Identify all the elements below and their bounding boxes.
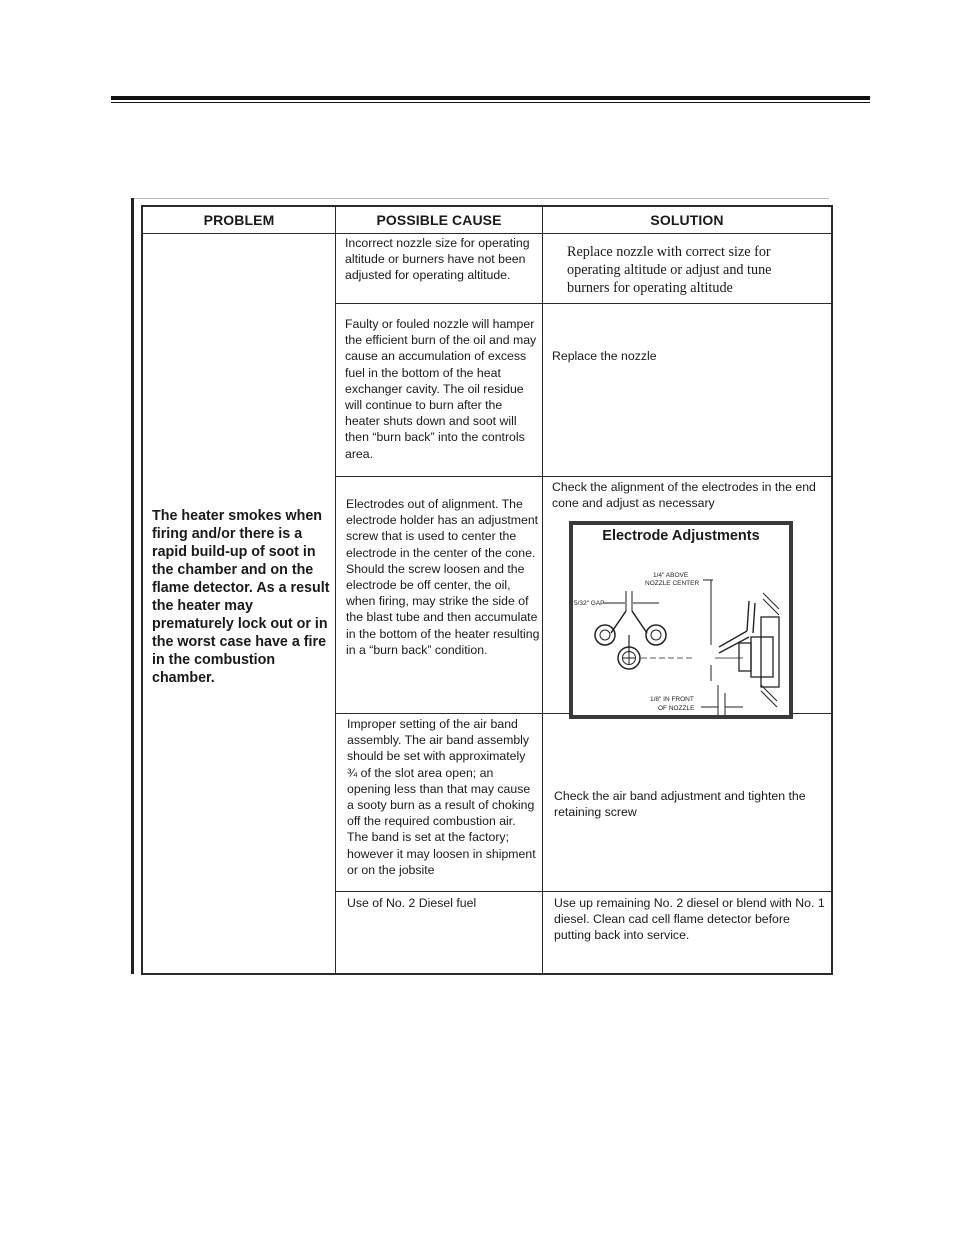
- electrode-drawing: [573, 525, 789, 715]
- cause-cell: Improper setting of the air band assembly. The air band assembly should be set with approximately ¾ of the slot area open; an opening less than that may cause a sooty burn as a result of choking off the required combustion air. The band is set at the factory; however it may loosen in shipment or on the jobsite: [347, 717, 536, 877]
- electrode-right-icon: [646, 625, 666, 645]
- row-divider: [335, 303, 831, 304]
- label-front: 1/8" IN FRONT: [650, 696, 694, 703]
- solution-cell: Use up remaining No. 2 diesel or blend with No. 1 diesel. Clean cad cell flame detector before putting back into service.: [554, 896, 825, 943]
- label-gap: 5/32" GAP: [574, 600, 605, 607]
- column-divider: [542, 207, 543, 973]
- cause-cell: Use of No. 2 Diesel fuel: [347, 896, 477, 910]
- cause-cell: Faulty or fouled nozzle will hamper the efficient burn of the oil and may cause an accumulation of excess fuel in the bottom of the heat exchanger cavity. The oil residue will continue to burn after the heater shuts down and soot will then “burn back” into the controls area.: [345, 317, 537, 461]
- cause-cell: Electrodes out of alignment. The electrode holder has an adjustment screw that is used to center the electrode in the center of the cone. Should the screw loosen and the electrode be off center, the oil, when firing, may strike the side of the blast tube and then accumulate in the bottom of the heater resulting in a “burn back” condition.: [346, 497, 540, 657]
- electrode-left-icon: [595, 625, 615, 645]
- problem-text: The heater smokes when firing and/or there is a rapid build-up of soot in the chamber and on the flame detector. As a result the heater may prematurely lock out or in the worst case have a fire in the combustion chamber.: [152, 508, 330, 686]
- label-nozzle-center: NOZZLE CENTER: [645, 580, 700, 587]
- label-of-nozzle: OF NOZZLE: [658, 705, 695, 712]
- label-above: 1/4" ABOVE: [653, 572, 689, 579]
- row-divider: [335, 476, 831, 477]
- solution-cell: Check the air band adjustment and tighten the retaining screw: [554, 789, 806, 820]
- header-problem: PROBLEM: [203, 212, 275, 228]
- header-divider: [143, 233, 831, 234]
- diagram-title: Electrode Adjustments: [602, 528, 760, 544]
- troubleshooting-table: [141, 205, 833, 975]
- row-divider: [335, 891, 831, 892]
- header-possible-cause: POSSIBLE CAUSE: [376, 212, 502, 228]
- scan-edge: [131, 198, 134, 974]
- solution-cell: Replace nozzle with correct size for operating altitude or adjust and tune burners for operating altitude: [567, 244, 772, 296]
- scan-edge-top: [134, 198, 829, 199]
- header-solution: SOLUTION: [650, 212, 724, 228]
- electrode-adjustments-diagram: [569, 521, 793, 719]
- header-rule-thick: [111, 96, 870, 100]
- solution-cell: Replace the nozzle: [552, 349, 657, 363]
- cause-cell: Incorrect nozzle size for operating altitude or burners have not been adjusted for operating altitude.: [345, 236, 530, 283]
- solution-cell: Check the alignment of the electrodes in the end cone and adjust as necessary: [552, 480, 816, 511]
- column-divider: [335, 207, 336, 973]
- header-rule-thin: [111, 102, 870, 103]
